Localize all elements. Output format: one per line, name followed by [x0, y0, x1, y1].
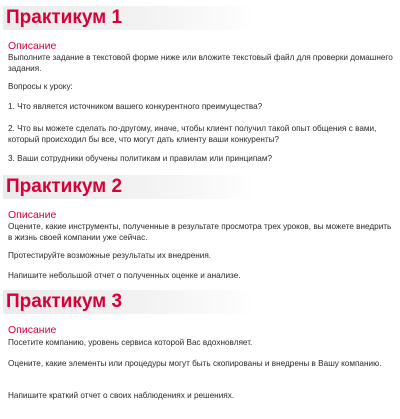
practicum-3-paragraph-3: Напишите краткий отчет о своих наблюдениях и решениях.: [8, 391, 235, 400]
practicum-1-questions-heading: Вопросы к уроку:: [8, 82, 73, 91]
practicum-2-paragraph-2: Протестируйте возможные результаты их внедрения.: [8, 251, 212, 260]
practicum-1-question-1: 1. Что является источником вашего конкурентного преимущества?: [8, 102, 263, 111]
practicum-1-question-2: 2. Что вы можете сделать по-другому, иначе, чтобы клиент получил такой опыт общения с вами, который происходил бы все, что могут дать клиенту ваши конкуренты?: [8, 124, 377, 144]
practicum-3-description-label: Описание: [8, 324, 57, 336]
practicum-3-title: Практикум 3: [6, 291, 123, 312]
practicum-3-paragraph-1: Посетите компанию, уровень сервиса которой Вас вдохновляет.: [8, 338, 253, 347]
practicum-2-title: Практикум 2: [6, 176, 123, 197]
practicum-2-description-label: Описание: [8, 209, 57, 221]
practicum-1-title: Практикум 1: [6, 7, 123, 28]
practicum-2-paragraph-3: Напишите небольшой отчет о полученных оценке и анализе.: [8, 271, 241, 280]
practicum-2-paragraph-1: Оцените, какие инструменты, полученные в результате просмотра трех уроков, вы можете внедрить в жизнь своей компании уже сейчас.: [8, 222, 392, 242]
practicum-1-instruction: Выполните задание в текстовой форме ниже или вложите текстовый файл для проверки домашнего задания.: [8, 53, 393, 73]
practicum-3-paragraph-2: Оцените, какие элементы или процедуры могут быть скопированы и внедрены в Вашу компанию.: [8, 359, 382, 368]
practicum-1-description-label: Описание: [8, 40, 57, 52]
practicum-1-question-3: 3. Ваши сотрудники обучены политикам и правилам или принципам?: [8, 154, 273, 163]
